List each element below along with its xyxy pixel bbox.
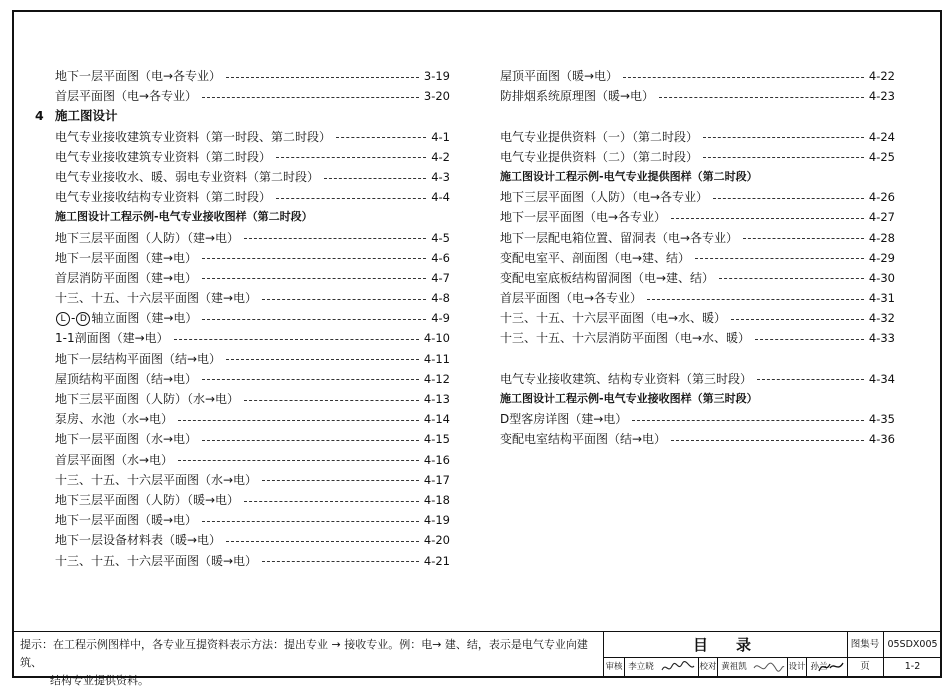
toc-entry-page: 4-10 [423,331,450,346]
toc-entry-page: 4-8 [431,291,450,306]
leader-dashes [178,420,419,421]
toc-entry[interactable] [55,470,450,490]
toc-entry-page: 4-26 [868,190,895,205]
toc-entry-page: 4-36 [868,432,895,447]
checker-name: 黄祖凯 [721,662,747,672]
toc-entry[interactable] [500,328,895,348]
hint-note [20,636,605,690]
leader-dashes [202,379,419,380]
leader-dashes [713,198,864,199]
toc-entry[interactable] [500,207,895,227]
toc-entry-page: 4-17 [423,472,450,487]
toc-entry[interactable] [500,308,895,328]
toc-entry-page: 4-1 [431,129,450,144]
toc-entry-title: 地下三层平面图（人防）（暖→电） [55,492,240,507]
leader-dashes [226,359,419,360]
leader-dashes [202,258,426,259]
toc-entry[interactable] [500,127,895,147]
toc-entry-title: 电气专业提供资料（一）（第二时段） [500,129,699,144]
designer-signature-icon [816,658,846,676]
leader-dashes [244,400,419,401]
toc-entry-title: 地下一层平面图（电→各专业） [500,210,667,225]
leader-dashes [202,319,426,320]
toc-entry-title: 泵房、水池（水→电） [55,412,174,427]
toc-entry-title: 地下一层设备材料表（暖→电） [55,533,222,548]
toc-entry-page: 4-7 [431,270,450,285]
leader-dashes [202,521,419,522]
toc-entry-title: 电气专业提供资料（二）（第二时段） [500,149,699,164]
toc-entry-title: 地下一层平面图（电→各专业） [55,69,222,83]
toc-entry-title: 地下一层结构平面图（结→电） [55,351,222,366]
checker-signature-icon [752,658,786,676]
toc-entry[interactable] [500,288,895,308]
page-label: 页 [860,661,870,672]
toc-entry-page: 4-28 [868,230,895,245]
toc-entry[interactable] [55,551,450,571]
toc-entry-title: 屋顶结构平面图（结→电） [55,371,198,386]
toc-entry-title: 地下一层平面图（暖→电） [55,513,198,528]
toc-entry-title: 十三、十五、十六层平面图（暖→电） [55,553,258,568]
toc-entry[interactable] [55,147,450,167]
leader-dashes [324,178,426,179]
toc-entry-title: 变配电室平、剖面图（电→建、结） [500,250,691,265]
atlas-number-label: 图集号 [850,639,880,650]
toc-entry-axis-elevation[interactable] [55,308,450,328]
toc-entry-page: 4-11 [423,351,450,366]
toc-entry-title: 十三、十五、十六层平面图（建→电） [55,291,258,306]
toc-entry-page: 4-24 [868,129,895,144]
spacer [500,106,895,126]
toc-entry[interactable] [55,389,450,409]
toc-entry-title: 地下一层平面图（建→电） [55,250,198,265]
leader-dashes [757,379,864,380]
toc-entry-title: 电气专业接收建筑专业资料（第一时段、第二时段） [55,129,332,144]
toc-entry-page: 4-14 [423,412,450,427]
toc-entry-title: 电气专业接收建筑、结构专业资料（第三时段） [500,371,753,386]
toc-entry-title: 1-1剖面图（建→电） [55,331,169,346]
toc-entry-page: 3-20 [423,89,450,104]
document-title: 目录 [692,636,779,654]
toc-entry-page: 4-31 [868,291,895,306]
designer-name: 孙兰 [810,662,828,672]
toc-entry-title [55,308,197,328]
toc-entry-page: 4-32 [868,311,895,326]
toc-entry-title: 十三、十五、十六层平面图（水→电） [55,472,258,487]
toc-entry-page: 4-27 [868,210,895,225]
toc-entry-page: 4-3 [431,169,450,184]
subsection-heading-3: 施工图设计工程示例-电气专业接收图样（第三时段） [500,392,758,405]
leader-dashes [202,440,419,441]
toc-entry-page: 4-13 [423,392,450,406]
toc-entry[interactable] [55,490,450,510]
toc-entry[interactable] [55,328,450,348]
toc-entry-title: 十三、十五、十六层平面图（电→水、暖） [500,311,727,326]
toc-entry[interactable] [55,167,450,187]
toc-entry-page: 4-29 [868,250,895,265]
atlas-number: 05SDX005 [887,639,938,650]
toc-left-column [35,66,450,571]
toc-entry[interactable] [500,268,895,288]
toc-entry[interactable] [500,409,895,429]
toc-entry-page: 4-35 [868,412,895,427]
title-block-top-border [12,631,942,632]
toc-entry[interactable] [500,147,895,167]
reviewer-signature-icon [660,658,696,676]
toc-entry[interactable] [55,369,450,389]
leader-dashes [659,97,864,98]
leader-dashes [202,97,419,98]
leader-dashes [695,258,864,259]
toc-entry[interactable] [500,187,895,207]
toc-entry-title: 首层平面图（电→各专业） [500,291,643,306]
leader-dashes [226,541,419,542]
toc-entry[interactable] [55,66,450,86]
leader-dashes [276,157,426,158]
toc-entry-title: 首层平面图（水→电） [55,452,174,467]
toc-entry[interactable] [500,86,895,106]
leader-dashes [276,198,426,199]
hint-line-2: 结构专业提供资料。 [50,674,149,687]
toc-entry-page: 4-15 [423,432,450,447]
toc-entry[interactable] [500,228,895,248]
section-number: 4 [35,108,44,124]
toc-entry[interactable] [55,429,450,449]
toc-entry[interactable] [55,268,450,288]
toc-entry-title: 地下一层配电箱位置、留洞表（电→各专业） [500,230,739,245]
page-number: 1-2 [904,661,921,672]
toc-entry[interactable] [500,369,895,389]
toc-entry-title: 十三、十五、十六层消防平面图（电→水、暖） [500,331,751,346]
leader-dashes [262,299,426,300]
leader-dashes [244,501,419,502]
leader-dashes [632,420,864,421]
reviewer-name: 李立晓 [628,662,654,672]
leader-dashes [703,137,864,138]
toc-entry[interactable] [55,349,450,369]
toc-entry-page: 4-20 [423,533,450,548]
section-heading [35,106,450,126]
leader-dashes [719,278,864,279]
toc-entry-title: 地下三层平面图（人防）（建→电） [55,230,240,245]
toc-entry-title: 电气专业接收建筑专业资料（第二时段） [55,149,272,164]
toc-entry-title: 防排烟系统原理图（暖→电） [500,89,655,104]
leader-dashes [755,339,864,340]
axis-dash: - [71,311,76,326]
toc-right-column [500,66,895,450]
toc-entry-page: 4-4 [431,190,450,205]
toc-entry[interactable] [500,248,895,268]
leader-dashes [178,460,419,461]
leader-dashes [731,319,864,320]
toc-entry[interactable] [55,86,450,106]
toc-entry-title: 变配电室结构平面图（结→电） [500,432,667,447]
check-label: 校对 [699,662,717,672]
toc-entry-title: 电气专业接收水、暖、弱电专业资料（第二时段） [55,169,320,184]
toc-entry[interactable] [55,127,450,147]
toc-entry-page: 4-5 [431,230,450,245]
toc-entry[interactable] [500,429,895,449]
leader-dashes [262,480,419,481]
toc-entry-page: 4-22 [868,69,895,83]
toc-entry-title: 地下三层平面图（人防）（电→各专业） [500,190,709,205]
toc-entry[interactable] [55,187,450,207]
toc-entry[interactable] [55,288,450,308]
toc-entry-page: 3-19 [423,69,450,83]
toc-entry-page: 4-25 [868,149,895,164]
design-label: 设计 [788,662,806,672]
toc-entry-page: 4-18 [423,492,450,507]
axis-circle-l: L [56,312,70,326]
leader-dashes [226,77,419,78]
leader-dashes [671,218,864,219]
leader-dashes [671,440,864,441]
subsection-heading: 施工图设计工程示例-电气专业提供图样（第二时段） [500,169,758,183]
toc-entry-page: 4-9 [431,311,450,326]
toc-entry-title: 屋顶平面图（暖→电） [500,69,619,83]
spacer [500,349,895,369]
leader-dashes [336,137,426,138]
leader-dashes [623,77,864,78]
subsection-heading: 施工图设计工程示例-电气专业接收图样（第二时段） [55,210,313,224]
leader-dashes [703,157,864,158]
toc-entry-page: 4-16 [423,452,450,467]
hint-line-1: 提示：在工程示例图样中，各专业互提资料表示方法：提出专业 → 接收专业。例：电→ 建、结，表示是电气专业向建筑、 [20,638,588,669]
toc-entry-page: 4-2 [431,149,450,164]
toc-entry[interactable] [55,248,450,268]
toc-entry[interactable] [55,409,450,429]
toc-entry[interactable] [55,510,450,530]
toc-entry-title: 首层消防平面图（建→电） [55,270,198,285]
leader-dashes [202,278,426,279]
toc-entry-page: 4-12 [423,371,450,386]
toc-entry-page: 4-30 [868,270,895,285]
toc-entry-title: 首层平面图（电→各专业） [55,89,198,104]
toc-entry[interactable] [55,530,450,550]
leader-dashes [743,238,864,239]
axis-title: 轴立面图（建→电） [91,311,198,326]
toc-entry-page: 4-21 [423,553,450,568]
toc-entry-title: 地下一层平面图（水→电） [55,432,198,447]
toc-entry-title: D型客房详图（建→电） [500,412,628,427]
toc-entry-page: 4-23 [868,89,895,104]
toc-entry-page: 4-19 [423,513,450,528]
toc-entry-title: 电气专业接收结构专业资料（第二时段） [55,190,272,205]
toc-entry-page: 4-6 [431,250,450,265]
review-label: 审核 [605,662,623,672]
toc-entry-title: 地下三层平面图（人防）（水→电） [55,392,240,406]
toc-entry[interactable] [500,66,895,86]
leader-dashes [262,561,419,562]
section-title: 施工图设计 [55,108,118,124]
toc-entry-page: 4-33 [868,331,895,346]
toc-entry[interactable] [55,450,450,470]
leader-dashes [174,339,419,340]
toc-entry[interactable] [55,228,450,248]
axis-circle-d: D [76,312,90,326]
toc-entry-title: 变配电室底板结构留洞图（电→建、结） [500,270,715,285]
leader-dashes [244,238,426,239]
leader-dashes [647,299,864,300]
toc-entry-page: 4-34 [868,371,895,386]
